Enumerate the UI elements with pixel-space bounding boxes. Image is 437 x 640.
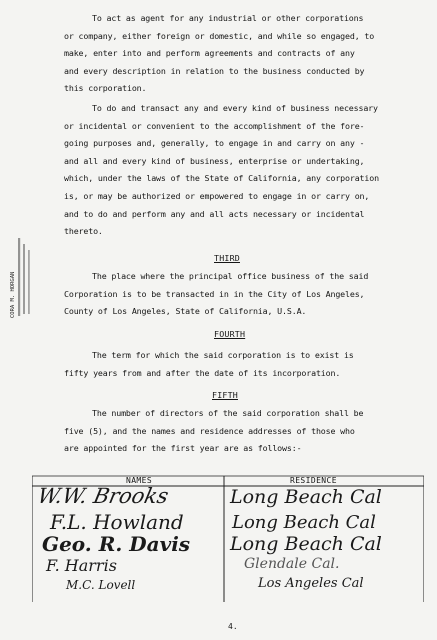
text-line: or incidental or convenient to the accomplishment of the fore- (64, 120, 365, 131)
page-number: 4. (228, 622, 238, 631)
text-line: is, or may be authorized or empowered to engage in or carry on, (64, 190, 370, 201)
column-header-names: NAMES (126, 476, 153, 485)
column-header-residence: RESIDENCE (290, 476, 337, 485)
text-line: or company, either foreign or domestic, and while so engaged, to (64, 30, 375, 41)
text-line: To act as agent for any industrial or other corporations (92, 13, 364, 23)
notary-stamp (4, 230, 38, 320)
paragraph-place (64, 268, 424, 321)
text-line: To do and transact any and every kind of business necessary (92, 103, 378, 113)
paragraph-agent (64, 10, 424, 98)
signature-residence: Long Beach Cal (232, 512, 376, 533)
text-line: five (5), and the names and residence addresses of those who (64, 425, 355, 436)
text-line: Corporation is to be transacted in in the City of Los Angeles, (64, 288, 365, 299)
text-line: and to do and perform any and all acts necessary or incidental (64, 208, 365, 219)
signature-name: W.W. Brooks (35, 484, 171, 508)
heading-third: THIRD (214, 253, 240, 263)
text-line: which, under the laws of the State of California, any corporation (64, 173, 379, 184)
text-line: make, enter into and perform agreements and contracts of any (64, 48, 355, 59)
text-line: The term for which the said corporation is to exist is (92, 350, 354, 360)
text-line: The number of directors of the said corporation shall be (92, 408, 364, 418)
text-line: thereto. (64, 226, 103, 237)
notary-stamp-graphic (4, 230, 38, 320)
text-line: fifty years from and after the date of its incorporation. (64, 367, 341, 378)
signature-residence: Long Beach Cal (230, 486, 382, 508)
heading-fourth: FOURTH (214, 329, 246, 339)
signature-name: F. Harris (46, 556, 117, 575)
signature-name: F.L. Howland (50, 510, 184, 534)
paragraph-term (64, 347, 424, 382)
text-line: and every description in relation to the business conducted by (64, 65, 365, 76)
directors-table (32, 470, 424, 602)
text-line: and all and every kind of business, enterprise or undertaking, (64, 155, 365, 166)
text-line: The place where the principal office business of the said (92, 271, 369, 281)
stamp-text: CORA M. HORGAN (10, 271, 16, 318)
signature-residence: Long Beach Cal (230, 533, 382, 555)
text-line: this corporation. (64, 83, 147, 94)
text-line: are appointed for the first year are as follows:- (64, 443, 302, 454)
paragraph-directors (64, 405, 424, 458)
signature-residence: Glendale Cal. (244, 556, 340, 572)
signature-name: Geo. R. Davis (42, 532, 191, 556)
text-line: County of Los Angeles, State of California, U.S.A. (64, 306, 307, 317)
paragraph-transact (64, 100, 424, 241)
text-line: going purposes and, generally, to engage in and carry on any - (64, 138, 365, 149)
heading-fifth: FIFTH (212, 390, 238, 400)
signature-residence: Los Angeles Cal (258, 576, 364, 591)
signature-name: M.C. Lovell (66, 578, 136, 592)
